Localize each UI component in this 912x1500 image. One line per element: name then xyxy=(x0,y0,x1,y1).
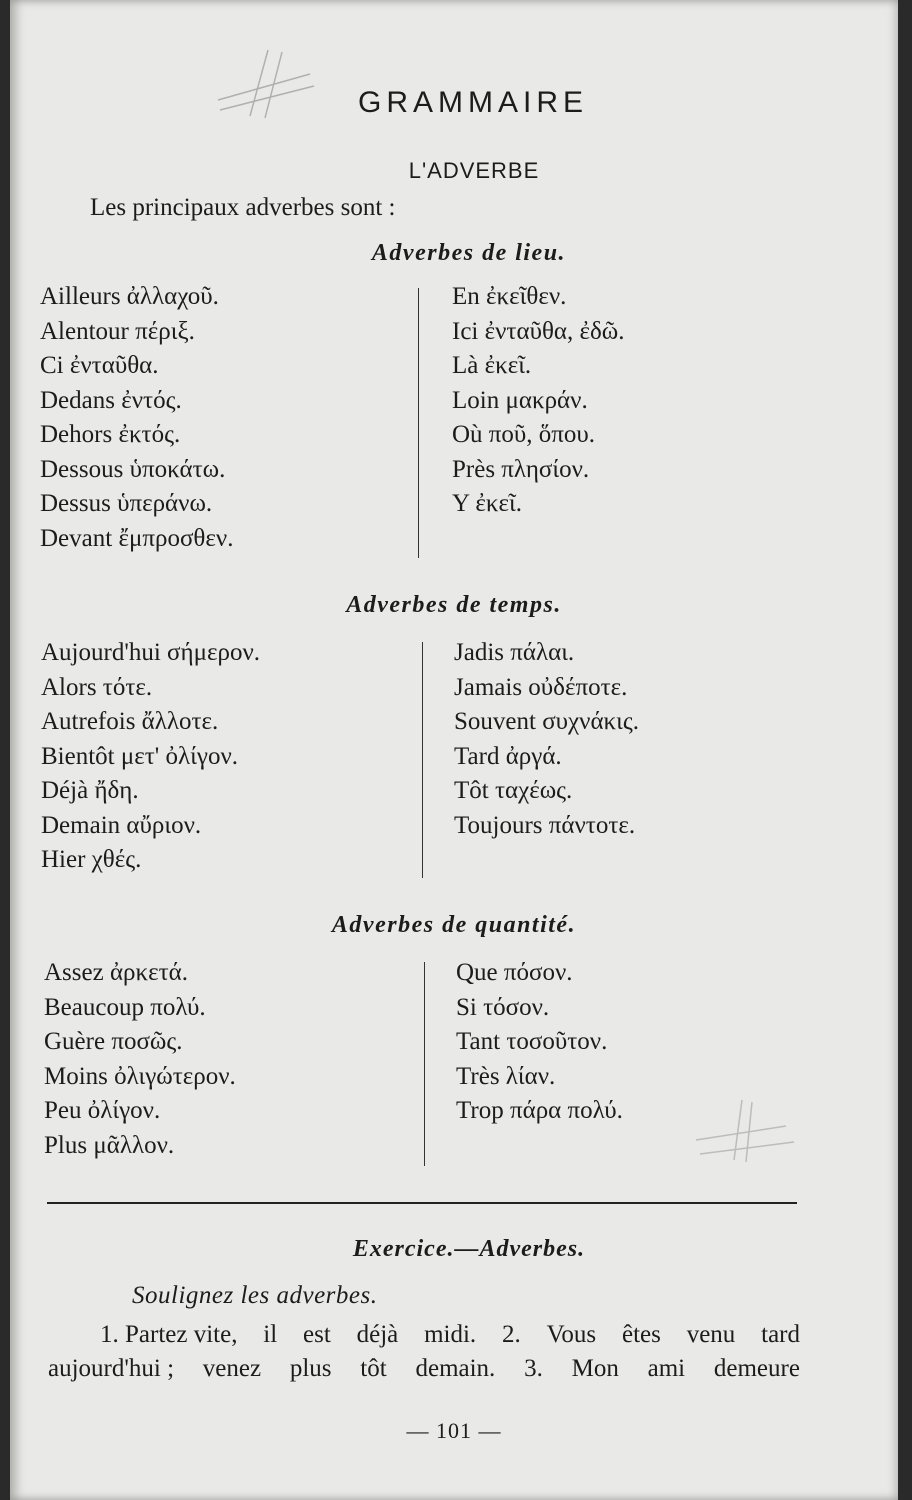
lieu-right-column xyxy=(452,280,625,522)
word: est xyxy=(303,1321,331,1348)
heading-adverbes-de-temps: Adverbes de temps. xyxy=(346,592,562,618)
adverb-entry: Peu ὀλίγον. xyxy=(44,1097,161,1124)
adverb-entry: Assez ἀρκετά. xyxy=(44,959,189,986)
adverb-entry: Déjà ἤδη. xyxy=(41,777,139,804)
adverb-entry: Que πόσον. xyxy=(456,959,573,986)
word: déjà xyxy=(356,1321,399,1348)
adverb-entry: Tôt ταχέως. xyxy=(454,777,573,804)
adverb-entry: Guère ποσῶς. xyxy=(44,1028,183,1055)
word: Vous xyxy=(546,1321,597,1348)
word: il xyxy=(263,1321,278,1348)
word: 3. xyxy=(524,1355,543,1382)
adverb-entry: Jamais οὐδέποτε. xyxy=(454,673,628,701)
adverb-entry: Tant τοσοῦτον. xyxy=(456,1028,608,1055)
adverb-entry: Toujours πάντοτε. xyxy=(454,811,636,839)
word: 2. xyxy=(502,1321,521,1348)
adverb-entry: Dessus ὑπεράνω. xyxy=(40,490,213,517)
word: venu xyxy=(686,1321,736,1348)
word: êtes xyxy=(621,1321,661,1348)
adverb-entry: Dehors ἐκτός. xyxy=(40,421,181,448)
adverb-entry: Plus μᾶλλον. xyxy=(44,1131,175,1159)
adverb-entry: Beaucoup πολύ. xyxy=(44,993,206,1021)
book-page xyxy=(10,0,898,1500)
word: 1. Partez vite, xyxy=(100,1321,238,1348)
word: venez xyxy=(202,1355,262,1382)
adverb-entry: Trop πάρα πολύ. xyxy=(456,1097,623,1124)
adverb-entry: Aujourd'hui σήμερον. xyxy=(41,639,261,666)
word: plus xyxy=(289,1355,332,1382)
adverb-entry: Très λίαν. xyxy=(456,1062,556,1090)
intro-text: Les principaux adverbes sont : xyxy=(90,194,396,221)
adverb-entry: Ailleurs ἀλλαχοῦ. xyxy=(40,283,219,310)
temps-left-column xyxy=(41,636,260,878)
lieu-left-column xyxy=(40,280,233,556)
column-divider xyxy=(424,962,425,1166)
adverb-entry: Bientôt μετ' ὀλίγον. xyxy=(41,742,239,770)
adverb-entry: Demain αὔριον. xyxy=(41,811,202,839)
adverb-entry: Moins ὀλιγώτερον. xyxy=(44,1062,236,1090)
adverb-entry: Près πλησίον. xyxy=(452,455,590,483)
exercise-heading: Exercice.—Adverbes. xyxy=(352,1236,586,1262)
exercise-instruction: Soulignez les adverbes. xyxy=(132,1282,378,1309)
word: demain. xyxy=(415,1355,496,1382)
adverb-entry: Où ποῦ, ὅπου. xyxy=(452,421,596,448)
quantite-left-column xyxy=(44,956,236,1163)
adverb-entry: Si τόσον. xyxy=(456,993,550,1021)
column-divider xyxy=(418,288,419,558)
section-subheading: L'ADVERBE xyxy=(408,158,540,183)
word: aujourd'hui ; xyxy=(48,1355,175,1382)
temps-right-column xyxy=(454,636,639,843)
page-heading: GRAMMAIRE xyxy=(357,86,588,119)
adverb-entry: Souvent συχνάκις. xyxy=(454,708,640,735)
adverb-entry: Y ἐκεῖ. xyxy=(452,490,522,517)
exercise-text xyxy=(48,1318,800,1386)
quantite-right-column xyxy=(456,956,623,1129)
adverb-entry: Alentour πέριξ. xyxy=(40,317,195,345)
adverb-entry: Hier χθές. xyxy=(41,846,142,873)
word: Mon xyxy=(571,1355,619,1382)
adverb-entry: Ci ἐνταῦθα. xyxy=(40,352,159,379)
exercise-line xyxy=(48,1352,800,1386)
adverb-entry: Dedans ἐντός. xyxy=(40,386,182,414)
word: tard xyxy=(761,1321,800,1348)
heading-adverbes-de-lieu: Adverbes de lieu. xyxy=(371,240,567,266)
adverb-entry: Dessous ὑποκάτω. xyxy=(40,455,226,483)
pencil-hash-mark xyxy=(210,44,320,124)
adverb-entry: Tard ἀργά. xyxy=(454,742,562,770)
word: midi. xyxy=(424,1321,477,1348)
heading-adverbes-de-quantite: Adverbes de quantité. xyxy=(331,912,577,938)
adverb-entry: Loin μακράν. xyxy=(452,386,588,414)
word: tôt xyxy=(360,1355,387,1382)
adverb-entry: Autrefois ἄλλοτε. xyxy=(41,708,219,735)
adverb-entry: Devant ἔμπροσθεν. xyxy=(40,524,234,552)
word: demeure xyxy=(713,1355,800,1382)
adverb-entry: Ici ἐνταῦθα, ἐδῶ. xyxy=(452,317,625,345)
horizontal-rule xyxy=(47,1202,797,1204)
column-divider xyxy=(422,642,423,878)
page-number: — 101 — xyxy=(406,1418,502,1443)
word: ami xyxy=(647,1355,686,1382)
adverb-entry: Jadis πάλαι. xyxy=(454,639,575,666)
adverb-entry: Là ἐκεῖ. xyxy=(452,352,532,379)
pencil-hash-mark xyxy=(690,1096,800,1176)
adverb-entry: Alors τότε. xyxy=(41,673,153,701)
exercise-line xyxy=(48,1318,800,1352)
adverb-entry: En ἐκεῖθεν. xyxy=(452,283,567,310)
